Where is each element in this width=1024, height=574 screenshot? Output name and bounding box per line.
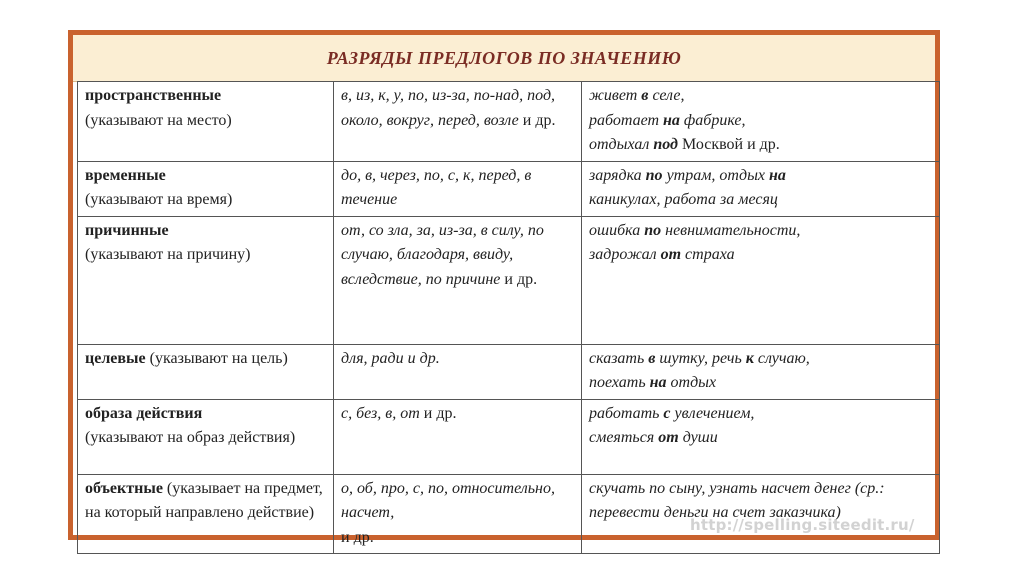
category-cell: пространственные (указывают на место) — [78, 82, 334, 162]
prepositions-cell: до, в, через, по, с, к, перед, в течение — [334, 161, 582, 216]
title-band — [73, 35, 935, 82]
category-cell: временные (указывают на время) — [78, 161, 334, 216]
prepositions-cell: о, об, про, с, по, относительно, насчет, и др. — [334, 474, 582, 554]
example-cell: зарядка по утрам, отдых на каникулах, работа за месяц — [582, 161, 940, 216]
prepositions-cell: для, ради и др. — [334, 344, 582, 399]
prepositions-cell: от, со зла, за, из-за, в силу, по случаю, благодаря, ввиду, вследствие, по причине и др. — [334, 216, 582, 344]
table-title: РАЗРЯДЫ ПРЕДЛОГОВ ПО ЗНАЧЕНИЮ — [326, 47, 682, 68]
table-row — [78, 82, 940, 162]
example-cell: скучать по сыну, узнать насчет денег (ср.: перевести деньги на счет заказчика) — [582, 474, 940, 554]
prepositions-table — [77, 81, 940, 554]
example-cell: сказать в шутку, речь к случаю, поехать на отдых — [582, 344, 940, 399]
table-row — [78, 344, 940, 399]
example-cell: живет в селе, работает на фабрике, отдыхал под Москвой и др. — [582, 82, 940, 162]
category-cell: образа действия (указывают на образ действия) — [78, 399, 334, 474]
table-frame — [68, 30, 940, 546]
watermark-url: http://spelling.siteedit.ru/ — [690, 516, 915, 534]
prepositions-cell: в, из, к, у, по, из-за, по-над, под, около, вокруг, перед, возле и др. — [334, 82, 582, 162]
prepositions-cell: с, без, в, от и др. — [334, 399, 582, 474]
example-cell: ошибка по невнимательности, задрожал от страха — [582, 216, 940, 344]
category-cell: причинные (указывают на причину) — [78, 216, 334, 344]
category-cell: объектные (указывает на предмет, на который направлено действие) — [78, 474, 334, 554]
table-row — [78, 216, 940, 344]
category-cell: целевые (указывают на цель) — [78, 344, 334, 399]
table-row — [78, 474, 940, 554]
table-row — [78, 161, 940, 216]
example-cell: работать с увлечением, смеяться от души — [582, 399, 940, 474]
table-row — [78, 399, 940, 474]
